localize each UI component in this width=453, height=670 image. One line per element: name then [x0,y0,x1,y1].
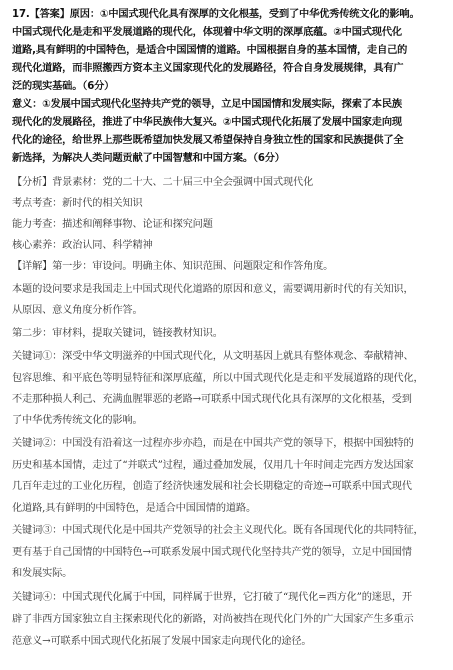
analysis-line: 几百年走过的工业化历程，创造了经济快速发展和社会长期稳定的奇迹→可联系中国式现代 [12,481,412,492]
answer-line: 意义：①发展中国式现代化坚持共产党的领导，立足中国国情和发展实际，探索了本民族 [12,99,402,110]
analysis-line: 从原因、意义角度分析作答。 [12,305,143,316]
analysis-line: 包容思维、和平底色等明显特征和深厚底蕴，所以中国式现代化是走和平发展道路的现代化， [12,373,424,384]
answer-line: 新选择，为解决人类问题贡献了中国智慧和中国方案。（6分） [12,153,285,164]
analysis-line: 更有基于自己国情的中国特色→可联系发展中国式现代化坚持共产党的领导，立足中国国情 [12,547,412,558]
analysis-line: 第二步：审材料，提取关键词，链接教材知识。 [12,328,223,339]
analysis-line: 关键词④：中国式现代化属于中国，同样属于世界，它打破了“现代化=西方化”的迷思，开 [12,592,412,603]
analysis-line: 考点考查：新时代的相关知识 [12,198,143,209]
analysis-line: 不走那种损人利己、充满血腥罪恶的老路→可联系中国式现代化具有深厚的文化根基，受到 [12,394,412,405]
analysis-line: 范意义→可联系中国式现代化拓展了发展中国家走向现代化的途径。 [12,636,312,647]
analysis-line: 和发展实际。 [12,568,73,579]
analysis-line: 【分析】背景素材：党的二十大、二十届三中全会强调中国式现代化 [12,177,314,188]
answer-line: 17.【答案】原因：①中国式现代化具有深厚的文化根基，受到了中华优秀传统文化的影响。 [12,9,420,20]
analysis-line: 辟了非西方国家独立自主探索现代化的新路，对尚被挡在现代化门外的广大国家产生多重示 [12,614,414,625]
analysis-line: 关键词③：中国式现代化是中国共产党领导的社会主义现代化。既有各国现代化的共同特征， [12,525,424,536]
answer-line: 代化的途径，给世界上那些既希望加快发展又希望保持自身独立性的国家和民族提供了全 [12,135,404,146]
analysis-line: 化道路,具有鲜明的中国特色，是适合中国国情的道路。 [12,503,256,514]
analysis-line: 本题的设问要求是我国走上中国式现代化道路的原因和意义，需要调用新时代的有关知识， [12,284,414,295]
analysis-line: 了中华优秀传统文化的影响。 [12,415,143,426]
analysis-line: 关键词②：中国没有沿着这一过程亦步亦趋，而是在中国共产党的领导下，根据中国独特的 [12,438,414,449]
answer-line: 道路,具有鲜明的中国特色，是适合中国国情的道路。中国根据自身的基本国情，走自己的 [12,45,408,56]
analysis-line: 历史和基本国情，走过了“并联式”过程，通过叠加发展，仅用几十年时间走完西方发达国家 [12,460,414,471]
analysis-line: 关键词①：深受中华文明滋养的中国式现代化，从文明基因上就具有整体观念、奉献精神、 [12,351,414,362]
answer-line: 现代化的发展路径，推进了中华民族伟大复兴。②中国式现代化拓展了发展中国家走向现 [12,117,402,128]
answer-line: 泛的现实基础。（6分） [12,81,115,92]
answer-line: 中国式现代化是走和平发展道路的现代化，体现着中华文明的深厚底蕴。②中国式现代化 [12,27,402,38]
answer-line: 现代化道路，而非照搬西方资本主义国家现代化的发展路径，符合自身发展规律，具有广 [12,63,404,74]
analysis-line: 能力考查：描述和阐释事物、论证和探究问题 [12,219,213,230]
analysis-line: 【详解】第一步：审设问。明确主体、知识范围、问题限定和作答角度。 [12,261,334,272]
analysis-line: 核心素养：政治认同、科学精神 [12,240,153,251]
